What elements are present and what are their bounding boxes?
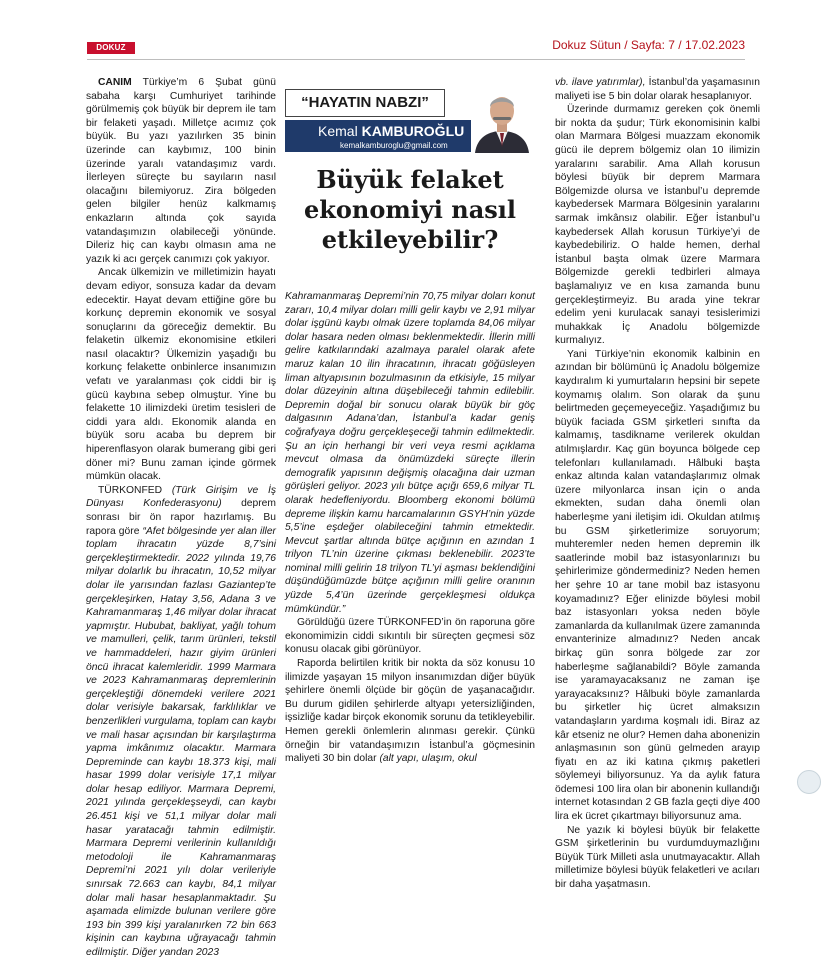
organization-fullname: (Türk Girişim ve İş Dünyası Konfederasyonu) xyxy=(86,484,276,510)
column-header xyxy=(285,87,535,155)
column-title: “HAYATIN NABZI” xyxy=(285,89,445,117)
corner-badge-icon xyxy=(797,770,821,794)
paragraph: Görüldüğü üzere TÜRKONFED’in ön raporuna göre ekonomimizin ciddi sıkıntılı bir süreçten geçmesi söz konusu olacak gibi görünüyor. xyxy=(285,617,535,656)
organization-name: TÜRKONFED xyxy=(98,484,163,496)
author-name: Kemal KAMBUROĞLU xyxy=(318,123,465,139)
paragraph-text: Türkiye’m 6 Şubat günü sabaha karşı Cumhuriyet tarihinde görülmemiş çok büyük bir deprem ile tam bir felaketi yaşadı. Milletçe acımız çok büyük. Bu yazı yazılırken 35 binin üzerinde can kaybımız, 100 binin üzerinde yaralı vatandaşımız vardı. İlerleyen süreçte bu sayıların nasıl olacağını bilemiyoruz. Zira bölgeden gelen bilgiler henüz kalkmamış enkazların altında çok sayıda vatandaşımızın olabileceği yönünde. Dileriz hiç can kaybı olmasın ama ne yazık ki acı gerçek canımızı çok yakıyor. xyxy=(86,77,276,265)
header-divider xyxy=(87,59,745,60)
article-column-2 xyxy=(285,290,535,766)
article-column-1 xyxy=(86,76,276,960)
report-quote: “Afet bölgesinde yer alan iller toplam ihracatın yüzde 8,7’sini gerçekleştirmektedir. 2022 yılında 19,76 milyar dolarlık bu ihracatın, 10,52 milyar dolar ile yarısından fazlası Gaziantep’te gerçekleşirken, Hatay 3,56, Adana 3 ve Kahramanmaraş 1,46 milyar dolar ihracat yapmıştır. Hububat, bakliyat, yağlı tohum ve mamulleri, çelik, tarım ürünleri, tekstil ve hammaddeleri, hazır giyim ürünleri öncü ihracat kalemleridir. 1999 Marmara ve 2023 Kahramanmaraş depremlerinin gerçekleştiği dönemdeki verilere 2021 dolar verisiyle bakarsak, farklılıklar ve benzerlikleri vurgulama, toplam can kaybı ve mali hasar açısından bir karşılaştırma yapma imkânımız olacaktır. Marmara Depreminde can kaybı 18.373 kişi, mali hasar 1999 dolar verisiyle 17,1 milyar dolar hesap ediliyor. Marmara Depremi, 2021 yılında gerçekleşseydi, can kaybı 26.451 kişi ve 51,1 milyar dolar mali hasar yaratacağı tahmin edilmiştir. Marmara Depremi verilerinin kullanıldığı metodoloji ile Kahramanmaraş Depremi’ni 2021 yılı dolar verileriyle sınırsak 72.663 can kaybı, 84,1 milyar dolar mali hasar hesaplanmaktadır. Şu aşamada elimizde bulunan verilere göre 193 bin 399 kişi yaralanırken 72 bin 663 kişinin can kaybına uğrayacağı tahmin edilmiştir. Diğer yandan 2023 xyxy=(86,525,276,958)
article-column-3 xyxy=(555,76,760,892)
paragraph xyxy=(285,657,535,766)
article-headline: Büyük felaket ekonomiyi nasıl etkileyebilir? xyxy=(303,165,517,254)
paragraph-text: deprem sonrası bir ön rapor hazırlamış. Bu rapora göre xyxy=(86,498,276,537)
paragraph-text: Raporda belirtilen kritik bir nokta da söz konusu 10 ilimizde yaşayan 15 milyon insanımızdan diğer büyük şehirlere önemli ölçüde bir göçün de yaşanacağıdır. Bu durum gidilen şehirlerde altyapı yetersizliğinden, işsizliğe kadar birçok ekonomik sorunu da tetikleyebilir. Hemen gerekli önlemlerin alınması gerekir. Çünkü örneğin bir vatandaşımızın İstanbul’a göçmesinin maliyeti 30 bin dolar xyxy=(285,658,535,765)
paragraph: Ancak ülkemizin ve milletimizin hayatı devam ediyor, sonsuza kadar da devam edecektir. Hayat devam ettiğine göre bu korkunç depremin ekonomik ve sosyal sonuçlarını da göreceğiz demektir. Bu felaketin ülkemiz ekonomisine etkileri nasıl olacaktır? Ülkemizin yaşadığı bu korkunç felakette onbinlerce insanımızın vefatı ve yaralanması çok ciddi bir iş gücü kaybına sebep olmuştur. Yine bu felakette 10 ilimizdeki üretim tesisleri de ciddi yara aldı. Ekonomik alanda en büyük soru acaba bu deprem bir hiperenflasyon olarak bumerang gibi geri döner mi? Bunu zaman içinde görmek mümkün olacak. xyxy=(86,267,276,483)
newspaper-logo: DOKUZ xyxy=(87,42,135,54)
paragraph: Yani Türkiye’nin ekonomik kalbinin en azından bir bölümünü İç Anadolu bölgemize kaydıralım ki yumurtaların hepsini bir sepete koymamış olalım. Son olarak da şunu belirtmeden geçemeyeceğiz. Yaşadığımız bu büyük faciada GSM şirketleri sınıfta da kalmamış, tasdiknamе verilerek okuldan atılmışlardır. Kaç gün boyunca bölgede cep telefonları kullanılamadı. Hâlbuki başta enkaz altında kalan vatandaşlarımız olmak üzere milyonlarca insan için o anda ekmekten, sudan daha önemli olan haberleşme yani iletişim idi. Okuldan atılmış bu GSM şirketlerimize soruyorum; muhteremler neden hemen depremin ilk saatlerinde mobil baz istasyonlarınızı bu şehirlerimize göndermediniz? Neden hemen her şehre 10 ar tane mobil baz istasyonu koyamadınız? Eğer elinizde böylesi mobil baz istasyonları yoksa neden böyle zamanlarda da kullanılmak üzere zamanında envanterinize almadınız? Neden ancak birkaç gün sonra bölgede zar zor haberleşme sağlanabildi? Böyle zamanda ise yaramayacaksanız ne zaman işe yarayacaksınız? Hâlbuki böyle zamanlarda bu şirketler hiç ücret almaksızın vatandaşların yardıma koşmalı idi. Biraz az kâr etseniz ne olur? Hemen daha abonenizin anlaşmasının son günü gelmeden arayıp fiyatı en az iki katına çıkmış paketleri söylemeyi biliyorsunuz. Ya da aylık fatura ödemesi 100 lira olan bir abonenin kullandığı internet kotasından 2 GB fazla geçti diye 400 lira ek ücret çıkartmayı biliyorsunuz ama. xyxy=(555,348,760,823)
page-info: Dokuz Sütun / Sayfa: 7 / 17.02.2023 xyxy=(552,38,745,52)
lead-word: CANIM xyxy=(98,77,132,88)
report-quote-continued: Kahramanmaraş Depremi’nin 70,75 milyar doları konut zararı, 10,4 milyar doları milli gelir kaybı ve 2,91 milyar dolar işgünü kaybı olmak üzere toplamda 84,06 milyar dolar hasara neden olması beklenmektedir. İllerin milli gelire katkılarındaki azalmaya paralel olarak afete maruz kalan 10 ilin ihracatının, ihracatı göğüsleyen liman altyapısının bozulmasının da etkisiyle, 15 milyar dolar düzeyinin altına düşebileceği tahmin edilebilir. Depremin doğal bir sonucu olarak büyük bir göç dalgasının Adana’dan, İstanbul’a kadar geniş coğrafyaya doğru gerçekleşeceği tahmin edilmektedir. Şu an için herhangi bir veri veya resmi açıklama mevcut olmasa da önümüzdeki süreçte illerin demografik yapısının değişmiş olacağına dair uzman görüşleri geliyor. 2023 yılı bütçe açığı 659,6 milyar TL olarak hedefleniyordu. Bloomberg ekonomi bölümü depreme ilişkin kamu harcamalarının GSYH’nin yüzde 5,5’ine eşdeğer olabileceğini tahmin etmektedir. Mevcut şartlar altında bütçe açığının en azından 1 trilyon TL’nin üzerine çıkması beklenebilir. 2023’te nominal milli gelirin 18 trilyon TL’yi aşması beklendiğini düşündüğümüzde bütçe açığının milli gelire oranının yüzde 5,4’ün üzerinde gerçekleşmesi oldukça mümkündür.” xyxy=(285,291,535,615)
author-email: kemalkamburoglu@gmail.com xyxy=(340,141,448,150)
paragraph: Ne yazık ki böylesi büyük bir felakette GSM şirketlerinin bu vurdumduymazlığını Büyük Türk Milleti asla unutmayacaktır. Allah milletimize böylesi büyük felaketleri ve acıları bir daha yaşatmasın. xyxy=(555,824,760,891)
paragraph-aside: vb. ilave yatırımlar), xyxy=(555,77,646,88)
paragraph: Üzerinde durmamız gereken çok önemli bir nokta da şudur; Türk ekonomisinin kalbi olan Marmara Bölgesi muazzam ekonomik gücü ile deprem bölgemiz olan 10 ilimizin yaralarını sarabilir. Ama Allah korusun böylesi büyük bir deprem Marmara Bölgemizde olursa ve İstanbul’u depremde kaybedersek Marmara Bölgesinin yaralarını sarmak imkânsız olabilir. Eğer İstanbul’u kaybedersek Allah korusun Türkiye’yi de kaybedebiliriz. O halde hemen, derhal İstanbul başta olmak üzere Marmara Bölgemizde gerekli tedbirleri almaya başlamalıyız ve en kısa zamanda bunu gerçekleştirmeyiz. Bu arada yine tekrar edelim yeni kurulacak sanayi tesislerimizi muhakkak İç Anadolu bölgemizde kurmalıyız. xyxy=(555,104,760,347)
author-photo xyxy=(471,87,533,153)
paragraph xyxy=(86,76,276,266)
paragraph xyxy=(86,484,276,960)
paragraph-aside: (alt yapı, ulaşım, okul xyxy=(379,753,477,765)
paragraph xyxy=(555,76,760,103)
paragraph-text: İstanbul’da yaşamasının maliyeti ise 5 bin dolar olarak hesaplanıyor. xyxy=(555,77,760,102)
